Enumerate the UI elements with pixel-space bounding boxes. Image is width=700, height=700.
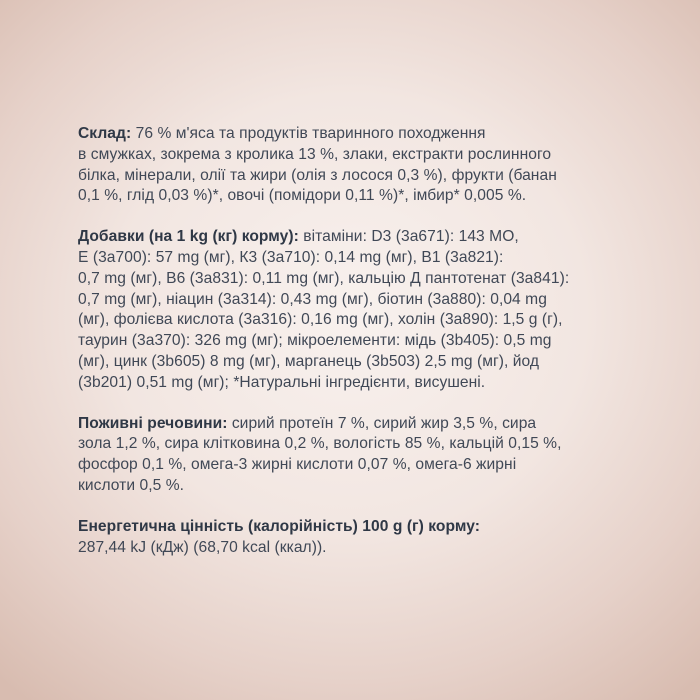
nutrients-heading: Поживні речовини: <box>78 414 228 432</box>
additives-line-4: 0,7 mg (мг), ніацин (3a314): 0,43 mg (мг), біотин (3a880): 0,04 mg <box>78 290 547 308</box>
nutrients-line-1 <box>78 414 638 435</box>
additives-text: вітаміни: D3 (3a671): 143 МО, <box>298 228 519 246</box>
additives-heading: Добавки (на 1 kg (кг) корму): <box>78 228 299 246</box>
additives-line-5: (мг), фолієва кислота (3a316): 0,16 mg (мг), холін (3a890): 1,5 g (г), <box>78 311 563 329</box>
composition-line-4: 0,1 %, глід 0,03 %)*, овочі (помідори 0,11 %)*, імбир* 0,005 %. <box>78 187 527 205</box>
additives-line-8: (3b201) 0,51 mg (мг); *Натуральні інгредієнти, висушені. <box>78 373 486 391</box>
nutrients-section <box>78 414 638 497</box>
energy-heading: Енергетична цінність (калорійність) 100 g (г) корму: <box>78 517 480 535</box>
additives-line-3: 0,7 mg (мг), B6 (3a831): 0,11 mg (мг), кальцію Д пантотенат (3a841): <box>78 269 570 287</box>
composition-line-1 <box>78 124 638 145</box>
additives-section <box>78 227 638 393</box>
nutrition-label-text <box>78 124 638 558</box>
composition-heading: Склад: <box>78 125 132 142</box>
additives-line-6: таурин (3a370): 326 mg (мг); мікроелементи: мідь (3b405): 0,5 mg <box>78 332 552 350</box>
composition-line-3: білка, мінерали, олії та жири (олія з лосося 0,3 %), фрукти (банан <box>78 166 557 184</box>
energy-section <box>78 517 638 559</box>
composition-text: 76 % м'яса та продуктів тваринного походження <box>131 125 486 142</box>
composition-section <box>78 124 638 207</box>
additives-line-7: (мг), цинк (3b605) 8 mg (мг), марганець (3b503) 2,5 mg (мг), йод <box>78 352 540 370</box>
additives-line-1 <box>78 227 638 248</box>
additives-line-2: E (3a700): 57 mg (мг), К3 (3a710): 0,14 mg (мг), B1 (3a821): <box>78 248 504 266</box>
energy-line-2: 287,44 kJ (кДж) (68,70 kcal (ккал)). <box>78 538 327 556</box>
nutrients-line-4: кислоти 0,5 %. <box>78 476 185 494</box>
nutrients-line-3: фосфор 0,1 %, омега-3 жирні кислоти 0,07 %, омега-6 жирні <box>78 456 517 474</box>
energy-line-1 <box>78 517 638 538</box>
nutrients-text: сирий протеїн 7 %, сирий жир 3,5 %, сира <box>227 414 537 432</box>
composition-line-2: в смужках, зокрема з кролика 13 %, злаки, екстракти рослинного <box>78 145 552 163</box>
nutrients-line-2: зола 1,2 %, сира клітковина 0,2 %, вологість 85 %, кальцій 0,15 %, <box>78 435 562 453</box>
